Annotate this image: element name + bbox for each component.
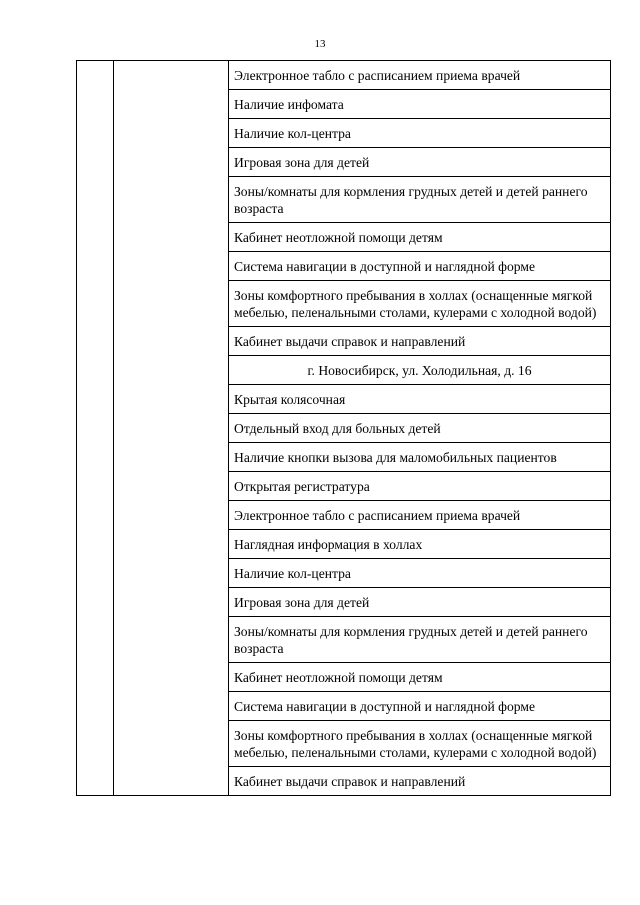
facility-cell: [229, 443, 611, 472]
table-body: [77, 61, 611, 796]
facility-item-text: Наличие кол-центра: [234, 126, 351, 141]
facility-cell: [229, 663, 611, 692]
facility-cell: [229, 327, 611, 356]
number-column-cell: [77, 61, 114, 796]
facility-cell: [229, 252, 611, 281]
facility-item-text: Кабинет неотложной помощи детям: [234, 670, 443, 685]
facility-cell: [229, 385, 611, 414]
facility-item-text: Зоны/комнаты для кормления грудных детей и детей раннего возраста: [234, 624, 588, 656]
facility-cell: [229, 767, 611, 796]
facility-cell: [229, 530, 611, 559]
facility-item-text: Электронное табло с расписанием приема врачей: [234, 68, 521, 83]
facility-cell: [229, 588, 611, 617]
facility-cell: [229, 148, 611, 177]
facility-item-text: Игровая зона для детей: [234, 155, 370, 170]
organization-column-cell: [114, 61, 229, 796]
facility-cell: [229, 501, 611, 530]
facility-item-text: Наглядная информация в холлах: [234, 537, 423, 552]
facility-item-text: Кабинет неотложной помощи детям: [234, 230, 443, 245]
facility-cell: [229, 90, 611, 119]
facility-item-text: Открытая регистратура: [234, 479, 370, 494]
facility-item-text: Наличие кнопки вызова для маломобильных пациентов: [234, 450, 557, 465]
facility-cell: [229, 281, 611, 327]
facility-cell: [229, 559, 611, 588]
facility-cell: [229, 692, 611, 721]
facility-item-text: Зоны комфортного пребывания в холлах (оснащенные мягкой мебелью, пеленальными столами, кулерами с холодной водой): [234, 728, 597, 760]
facility-cell: [229, 223, 611, 252]
facility-item-text: Наличие инфомата: [234, 97, 344, 112]
facilities-table: [76, 60, 611, 796]
facility-item-text: Зоны комфортного пребывания в холлах (оснащенные мягкой мебелью, пеленальными столами, кулерами с холодной водой): [234, 288, 597, 320]
facility-cell: [229, 61, 611, 90]
facility-item-text: Система навигации в доступной и наглядной форме: [234, 259, 536, 274]
facility-cell: [229, 617, 611, 663]
page-number: 13: [314, 38, 326, 50]
facility-item-text: Крытая колясочная: [234, 392, 346, 407]
address-heading: г. Новосибирск, ул. Холодильная, д. 16: [307, 363, 532, 378]
facility-cell: [229, 472, 611, 501]
facility-item-text: Электронное табло с расписанием приема врачей: [234, 508, 521, 523]
facility-cell: [229, 119, 611, 148]
table-row: [77, 61, 611, 90]
facility-item-text: Зоны/комнаты для кормления грудных детей и детей раннего возраста: [234, 184, 588, 216]
facility-cell: [229, 721, 611, 767]
facility-cell: [229, 414, 611, 443]
facility-cell: [229, 356, 611, 385]
facility-item-text: Кабинет выдачи справок и направлений: [234, 334, 466, 349]
facility-item-text: Кабинет выдачи справок и направлений: [234, 774, 466, 789]
facility-cell: [229, 177, 611, 223]
facility-item-text: Наличие кол-центра: [234, 566, 351, 581]
facility-item-text: Игровая зона для детей: [234, 595, 370, 610]
facility-item-text: Система навигации в доступной и наглядной форме: [234, 699, 536, 714]
facility-item-text: Отдельный вход для больных детей: [234, 421, 441, 436]
